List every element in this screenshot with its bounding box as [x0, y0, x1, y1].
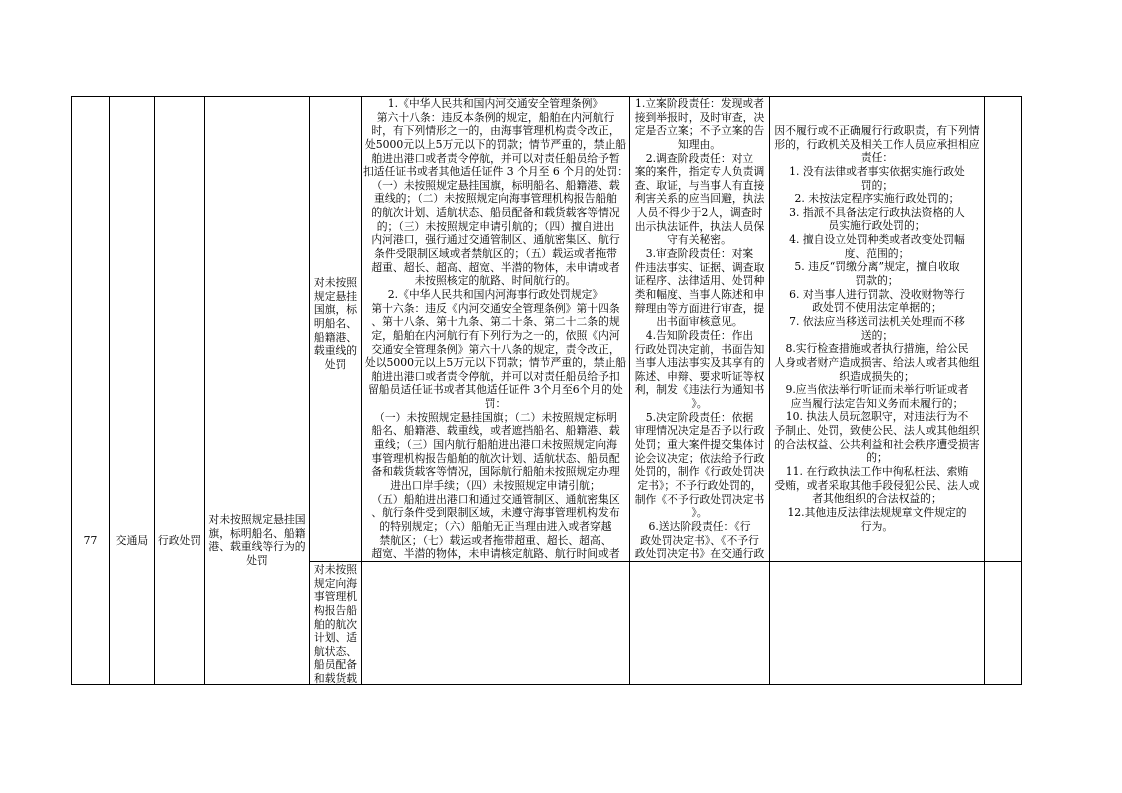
accountability-line: 10. 执法人员玩忽职守，对违法行为不: [785, 410, 969, 424]
legal-basis-line: 留船员适任证书或者其他适任证件 3个月至6个月的处: [368, 383, 623, 397]
accountability-cell: [770, 97, 985, 562]
responsibility-text: [630, 97, 769, 561]
responsibility-line: 》。: [691, 506, 708, 520]
legal-basis-line: 的航次计划、适航状态、船员配备和载货载客等情况: [371, 206, 620, 220]
accountability-text: [770, 124, 984, 533]
sub-item-name-line: 构报告船: [313, 603, 358, 617]
legal-basis-line: 第六十八条：违反本条例的规定，船舶在内河航行: [376, 110, 615, 124]
responsibility-line: 类和幅度、当事人陈述和申: [634, 287, 765, 301]
responsibility-line: 1.立案阶段责任：发现或者: [634, 97, 765, 110]
legal-basis-line: 第十六条：违反《内河交通安全管理条例》第十四条: [371, 301, 620, 315]
accountability-line: 因不履行或不正确履行行政职责，有下列情: [774, 124, 980, 137]
legal-basis-line: 超宽、半潜的物体，未申请核定航路、航行时间或者: [371, 547, 620, 561]
responsibility-line: 件违法事实、证据、调查取: [634, 260, 765, 274]
responsibility-line: 处罚的，制作《行政处罚决: [634, 465, 765, 479]
sub-item-name-line: 国旗，标: [313, 303, 358, 317]
responsibility-line: 论会议决定；依法给予行政: [634, 451, 765, 465]
power-item-line: 处罚: [246, 553, 268, 567]
accountability-line: 员实施行政处罚的；: [828, 219, 926, 233]
responsibility-line: 处罚；重大案件提交集体讨: [634, 438, 765, 452]
legal-basis-line: 船名、船籍港、载重线，或者遮挡船名、船籍港、载: [371, 424, 620, 438]
legal-basis-line: 内河港口，强行通过交通管制区、通航密集区、航行: [371, 233, 620, 247]
accountability-line: 7. 依法应当移送司法机关处理而不移: [789, 314, 965, 328]
power-category: 行政处罚: [157, 534, 202, 547]
legal-basis-line: （五）船舶进出港口和通过交通管制区、通航密集区: [371, 492, 620, 506]
sub-item-name-line: 计划、适: [313, 631, 358, 645]
department-cell: [110, 97, 155, 685]
legal-basis-line: 舶进出港口或者责令停航，并可以对责任船员给予暂: [371, 151, 620, 165]
accountability-line: 6. 对当事人进行罚款、没收财物等行: [789, 287, 965, 301]
responsibility-line: 4.告知阶段责任：作出: [645, 328, 754, 342]
sub-item-name-text: [310, 276, 361, 371]
sub-item-name-cell: [310, 97, 362, 562]
legal-basis-line: 交通安全管理条例》第六十八条的规定，责令改正，: [371, 342, 620, 356]
accountability-line: 送的；: [860, 328, 894, 342]
legal-basis-line: 、第十八条、第十九条、第二十条、第二十二条的规: [371, 315, 620, 329]
accountability-line: 罚款的；: [855, 274, 899, 288]
legal-basis-line: 2.《中华人民共和国内河海事行政处罚规定》: [387, 287, 604, 301]
accountability-line: 8.实行检查措施或者执行措施，给公民: [785, 342, 969, 356]
accountability-line: 5. 违反“罚缴分离”规定，擅自收取: [794, 260, 960, 274]
accountability-cell: [770, 562, 985, 685]
sub-item-name-line: 处罚: [324, 357, 347, 371]
accountability-line: 者其他组织的合法权益的；: [812, 492, 942, 506]
power-category-cell: [155, 97, 205, 685]
accountability-line: 人身或者财产造成损害、给法人或者其他组: [774, 355, 980, 369]
legal-basis-line: 的特别规定；（六）船舶无正当理由进入或者穿越: [379, 519, 612, 533]
accountability-line: 度、范围的；: [844, 246, 910, 260]
sub-item-name-line: 规定向海: [313, 576, 358, 590]
legal-basis-line: 处以5000元以上5万元以下罚款；情节严重的，禁止船: [364, 356, 627, 370]
responsibility-line: 知理由。: [677, 137, 722, 151]
responsibility-line: 人员不得少于2人，调查时: [636, 206, 763, 220]
accountability-line: 责任：: [860, 151, 894, 165]
responsibility-line: 当事人违法事实及其享有的: [634, 356, 765, 370]
power-item-line: 对未按照规定悬挂国: [208, 513, 306, 526]
responsibility-line: 出示执法证件，执法人员保: [634, 219, 765, 233]
responsibility-line: 守有关秘密。: [667, 233, 732, 247]
responsibility-line: 政处罚决定书》、《不予行: [640, 533, 759, 547]
sub-item-name-line: 对未按照: [313, 276, 358, 289]
accountability-line: 1. 没有法律或者事实依据实施行政处: [789, 164, 965, 178]
responsibility-line: 接到举报时，及时审查，决: [634, 110, 765, 124]
sub-item-name-line: 航状态、: [313, 644, 358, 658]
legal-basis-text: [362, 97, 629, 561]
serial-number-cell: [72, 97, 110, 685]
responsibility-cell: [630, 562, 770, 685]
accountability-line: 受贿，或者采取其他手段侵犯公民、法人或: [774, 478, 980, 492]
remark-cell: [985, 97, 1022, 562]
legal-basis-line: （一）未按照规定悬挂国旗；（二）未按照规定标明: [374, 410, 617, 424]
legal-basis-line: 备和载货载客等情况，国际航行船舶未按照规定办理: [371, 465, 620, 479]
accountability-line: 9.应当依法举行听证而未举行听证或者: [785, 383, 969, 397]
responsibility-line: 定是否立案；不予立案的告: [634, 124, 765, 138]
legal-basis-line: 未按照核定的航路、时间航行的。: [414, 274, 577, 288]
sub-item-name-line: 舶的航次: [313, 617, 358, 631]
responsibility-line: 行政处罚决定前，书面告知: [634, 342, 765, 356]
accountability-line: 形的，行政机关及相关工作人员应承担相应: [774, 137, 980, 151]
legal-basis-cell: [362, 97, 630, 562]
responsibility-line: 案的案件，指定专人负责调: [634, 165, 765, 179]
responsibility-line: 陈述、申辩、要求听证等权: [634, 369, 765, 383]
legal-basis-line: 事管理机构报告船舶的航次计划、适航状态、船员配: [371, 451, 620, 465]
responsibility-line: 政处罚决定书》在交通行政: [634, 547, 765, 561]
sub-item-name-line: 船员配备: [313, 658, 358, 672]
legal-basis-line: （一）未按照规定悬挂国旗，标明船名、船籍港、载: [371, 178, 620, 192]
power-item-line: 旗，标明船名、船籍: [208, 526, 306, 540]
sub-item-name-text: [310, 563, 361, 685]
power-item-line: 港、载重线等行为的: [208, 540, 306, 554]
accountability-line: 应当履行法定告知义务而未履行的；: [790, 396, 964, 410]
legal-basis-line: 处5000元以上5万元以下的罚款；情节严重的，禁止船: [364, 137, 627, 151]
legal-basis-line: 1.《中华人民共和国内河交通安全管理条例》: [387, 97, 604, 110]
legal-basis-line: 重线的；（二）未按照规定向海事管理机构报告船舶: [374, 192, 617, 206]
sub-item-name-line: 对未按照: [313, 563, 358, 576]
power-list-table: [71, 96, 1022, 685]
accountability-line: 11. 在行政执法工作中徇私枉法、索贿: [785, 465, 969, 479]
responsibility-line: 5.决定阶段责任：依据: [645, 410, 754, 424]
accountability-line: 织造成损失的；: [839, 369, 915, 383]
responsibility-line: 》。: [691, 397, 708, 411]
responsibility-cell: [630, 97, 770, 562]
accountability-line: 予制止、处罚，致使公民、法人或其他组织: [774, 424, 980, 438]
serial-number: 77: [83, 534, 98, 547]
legal-basis-line: 超重、超长、超高、超宽、半潜的物体，未申请或者: [371, 260, 620, 274]
legal-basis-line: 舶进出港口或者责令停航，并可以对责任船员给予扣: [371, 369, 620, 383]
sub-item-name-line: 船籍港、: [313, 330, 358, 344]
accountability-line: 2. 未按法定程序实施行政处罚的；: [794, 192, 960, 206]
responsibility-line: 3.审查阶段责任：对案: [645, 247, 754, 261]
accountability-line: 12.其他违反法律法规规章文件规定的: [787, 505, 967, 519]
department-name: 交通局: [115, 534, 149, 547]
legal-basis-line: 的；（三）未按照规定申请引航的；（四）擅自进出: [376, 219, 615, 233]
legal-basis-line: 扣适任证书或者其他适任证件 3 个月至 6 个月的处罚：: [363, 165, 628, 179]
remark-cell: [985, 562, 1022, 685]
sub-item-name-line: 和载货载: [313, 672, 358, 685]
responsibility-line: 制作《不予行政处罚决定书: [634, 492, 765, 506]
responsibility-line: 利害关系的应当回避，执法: [634, 192, 765, 206]
responsibility-line: 6.送达阶段责任：《行: [648, 519, 751, 533]
responsibility-line: 证程序、法律适用、处罚种: [634, 274, 765, 288]
responsibility-line: 定书》；不予行政处罚的，: [637, 478, 762, 492]
legal-basis-line: 条件受限制区域或者禁航区的；（五）载运或者拖带: [374, 247, 617, 261]
responsibility-line: 利，制发《违法行为通知书: [634, 383, 765, 397]
accountability-line: 3. 指派不具备法定行政执法资格的人: [789, 205, 965, 219]
responsibility-line: 2.调查阶段责任：对立: [645, 151, 754, 165]
accountability-line: 的合法权益、公共利益和社会秩序遭受损害: [774, 437, 980, 451]
legal-basis-cell: [362, 562, 630, 685]
power-item-cell: [205, 97, 310, 685]
accountability-line: 4. 擅自设立处罚种类或者改变处罚幅: [789, 233, 965, 247]
legal-basis-line: 定，船舶在内河航行有下列行为之一的，依照《内河: [371, 328, 620, 342]
responsibility-line: 审理情况决定是否予以行政: [634, 424, 765, 438]
legal-basis-line: 重线；（三）国内航行船舶进出港口未按照规定向海: [374, 438, 617, 452]
responsibility-line: 查、取证，与当事人有直接: [634, 178, 765, 192]
sub-item-name-cell: [310, 562, 362, 685]
accountability-line: 政处罚不使用法定单据的；: [812, 301, 942, 315]
responsibility-line: 辩理由等方面进行审查，提: [634, 301, 765, 315]
accountability-line: 的；: [866, 451, 888, 465]
responsibility-line: 出书面审核意见。: [656, 315, 743, 329]
legal-basis-line: 时，有下列情形之一的，由海事管理机构责令改正，: [371, 124, 620, 138]
sub-item-name-line: 事管理机: [313, 590, 358, 604]
legal-basis-line: 罚：: [484, 397, 507, 411]
legal-basis-line: 禁航区；（七）载运或者拖带超重、超长、超高、: [379, 533, 612, 547]
sub-item-name-line: 明船名、: [313, 316, 358, 330]
accountability-line: 行为。: [860, 519, 894, 533]
sub-item-name-line: 载重线的: [313, 344, 358, 358]
power-item-text: [205, 513, 309, 568]
legal-basis-line: 进出口岸手续；（四）未按照规定申请引航；: [390, 478, 601, 492]
legal-basis-line: 、航行条件受到限制区域，未遵守海事管理机构发布: [371, 506, 620, 520]
accountability-line: 罚的；: [860, 178, 894, 192]
sub-item-name-line: 规定悬挂: [313, 289, 358, 303]
